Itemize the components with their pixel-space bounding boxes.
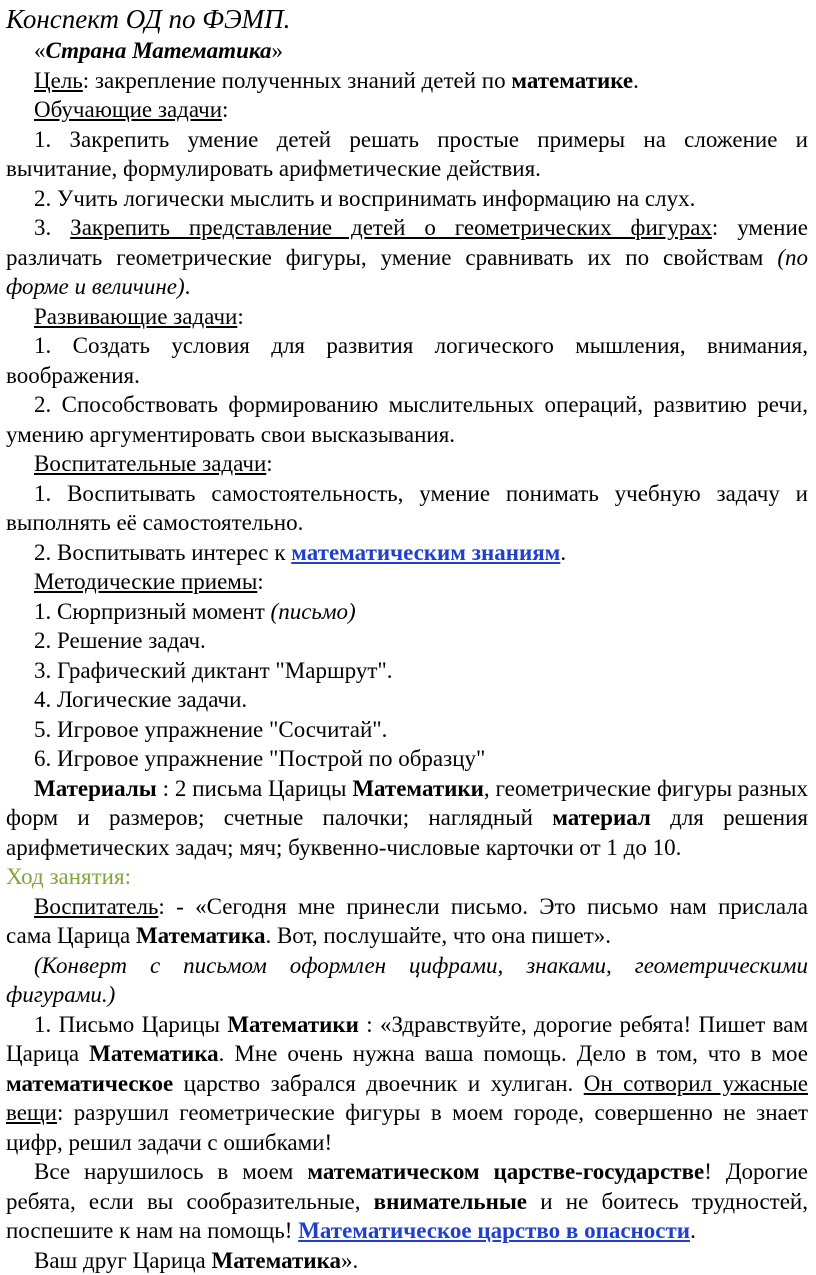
math-knowledge-link[interactable]: математическим знаниям <box>291 540 560 565</box>
subtitle-text: Страна Математика <box>46 38 272 63</box>
method-6: 6. Игровое упражнение "Построй по образцу" <box>6 744 808 774</box>
document-title: Конспект ОД по ФЭМП. <box>6 2 808 36</box>
subtitle: «Страна Математика» <box>6 36 808 66</box>
goal-label: Цель <box>34 68 83 93</box>
edu-task-2: 2. Учить логически мыслить и воспринимать информацию на слух. <box>6 184 808 214</box>
letter-paragraph: 1. Письмо Царицы Математики : «Здравствуйте, дорогие ребята! Пишет вам Царица Математика. Мне очень нужна ваша помощь. Дело в том, что в мое математическое царство забрался двоечник и хулиган. Он сотворил ужасные вещи: разрушил геометрические фигуры в моем городе, совершенно не знает цифр, решил задачи с ошибками! <box>6 1010 808 1158</box>
dev-task-2: 2. Способствовать формированию мыслительных операций, развитию речи, умению аргументировать свои высказывания. <box>6 390 808 449</box>
method-2: 2. Решение задач. <box>6 626 808 656</box>
materials-paragraph: Материалы : 2 письма Царицы Математики, геометрические фигуры разных форм и размеров; счетные палочки; наглядный материал для решения арифметических задач; мяч; буквенно-числовые карточки от 1 до 10. <box>6 774 808 863</box>
upbringing-task-1: 1. Воспитывать самостоятельность, умение понимать учебную задачу и выполнять её самостоятельно. <box>6 479 808 538</box>
method-1: 1. Сюрпризный момент (письмо) <box>6 597 808 627</box>
edu-tasks-heading: Обучающие задачи: <box>6 95 808 125</box>
edu-task-3: 3. Закрепить представление детей о геометрических фигурах: умение различать геометрические фигуры, умение сравнивать их по свойствам (по форме и величине). <box>6 213 808 302</box>
appeal-paragraph: Все нарушилось в моем математическом царстве-государстве! Дорогие ребята, если вы сообразительные, внимательные и не боитесь трудностей, поспешите к нам на помощь! Математическое царство в опасности. <box>6 1157 808 1246</box>
signature-line: Ваш друг Царица Математика». <box>6 1246 808 1275</box>
dev-task-1: 1. Создать условия для развития логического мышления, внимания, воображения. <box>6 331 808 390</box>
edu-task-1: 1. Закрепить умение детей решать простые примеры на сложение и вычитание, формулировать арифметические действия. <box>6 125 808 184</box>
method-4: 4. Логические задачи. <box>6 685 808 715</box>
teacher-paragraph: Воспитатель: - «Сегодня мне принесли письмо. Это письмо нам прислала сама Царица Математика. Вот, послушайте, что она пишет». <box>6 892 808 951</box>
upbringing-tasks-heading: Воспитательные задачи: <box>6 449 808 479</box>
dev-tasks-heading: Развивающие задачи: <box>6 302 808 332</box>
goal-paragraph: Цель: закрепление полученных знаний детей по математике. <box>6 66 808 96</box>
course-heading: Ход занятия: <box>6 862 808 892</box>
upbringing-task-2: 2. Воспитывать интерес к математическим знаниям. <box>6 538 808 568</box>
methods-heading: Методические приемы: <box>6 567 808 597</box>
method-3: 3. Графический диктант "Маршрут". <box>6 656 808 686</box>
envelope-note: (Конверт с письмом оформлен цифрами, знаками, геометрическими фигурами.) <box>6 951 808 1010</box>
method-5: 5. Игровое упражнение "Сосчитай". <box>6 715 808 745</box>
kingdom-danger-link[interactable]: Математическое царство в опасности <box>298 1218 690 1243</box>
